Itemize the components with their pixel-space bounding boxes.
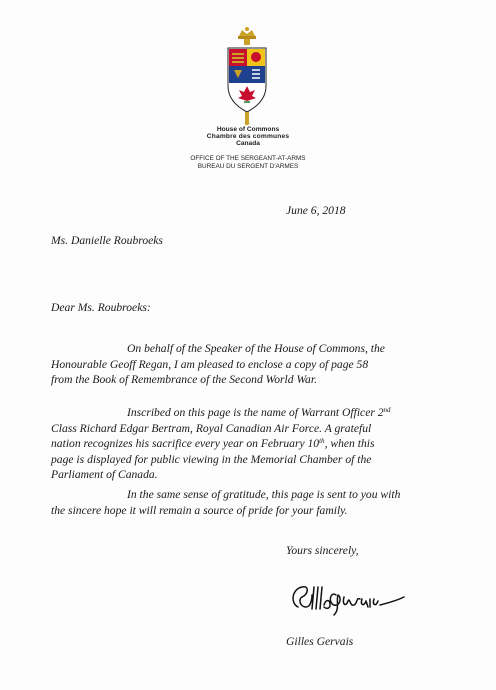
letter-date: June 6, 2018 [286, 204, 346, 217]
salutation: Dear Ms. Roubroeks: [51, 301, 151, 314]
letterhead-chambre-des-communes: Chambre des communes [206, 133, 290, 140]
ordinal-suffix-nd: nd [383, 406, 391, 414]
paragraph-3-line-2: the sincere hope it will remain a source of pride for your family. [51, 503, 348, 517]
house-of-commons-mace-crest-icon [222, 26, 272, 126]
letterhead-canada: Canada [236, 140, 260, 147]
paragraph-1-line-3: from the Book of Remembrance of the Second World War. [51, 373, 317, 387]
ordinal-suffix-th: th [319, 437, 325, 446]
paragraph-1-line-1: On behalf of the Speaker of the House of Commons, the [127, 342, 385, 355]
recipient-name: Ms. Danielle Roubroeks [51, 234, 163, 247]
paragraph-2-line-5: Parliament of Canada. [51, 468, 158, 482]
paragraph-1-line-2: Honourable Geoff Regan, I am pleased to enclose a copy of page 58 [51, 357, 369, 371]
paragraph-2 [51, 405, 451, 483]
letterhead-office-en: OFFICE OF THE SERGEANT-AT-ARMS [190, 155, 306, 162]
paragraph-2-line-2: Class Richard Edgar Bertram, Royal Canadian Air Force. A grateful [51, 421, 372, 435]
letterhead-house-of-commons: House of Commons [216, 126, 280, 133]
handwritten-signature [284, 577, 410, 619]
paragraph-2-line-3-text: nation recognizes his sacrifice every year on February 10 [51, 437, 320, 451]
paragraph-2-line-3-end: , when this [324, 437, 375, 451]
paragraph-2-line-4: page is displayed for public viewing in the Memorial Chamber of the [51, 452, 372, 466]
paragraph-1 [51, 341, 451, 388]
paragraph-3-line-1: In the same sense of gratitude, this page is sent to you with [127, 488, 401, 501]
paragraph-2-line-1 [51, 405, 451, 421]
paragraph-2-line-3 [51, 436, 451, 452]
signatory-name: Gilles Gervais [286, 635, 354, 648]
paragraph-3 [51, 487, 451, 518]
letterhead-office-fr: BUREAU DU SERGENT D'ARMES [197, 163, 299, 170]
closing: Yours sincerely, [286, 544, 359, 557]
paragraph-2-line-1-text: Inscribed on this page is the name of Warrant Officer 2 [127, 406, 384, 419]
